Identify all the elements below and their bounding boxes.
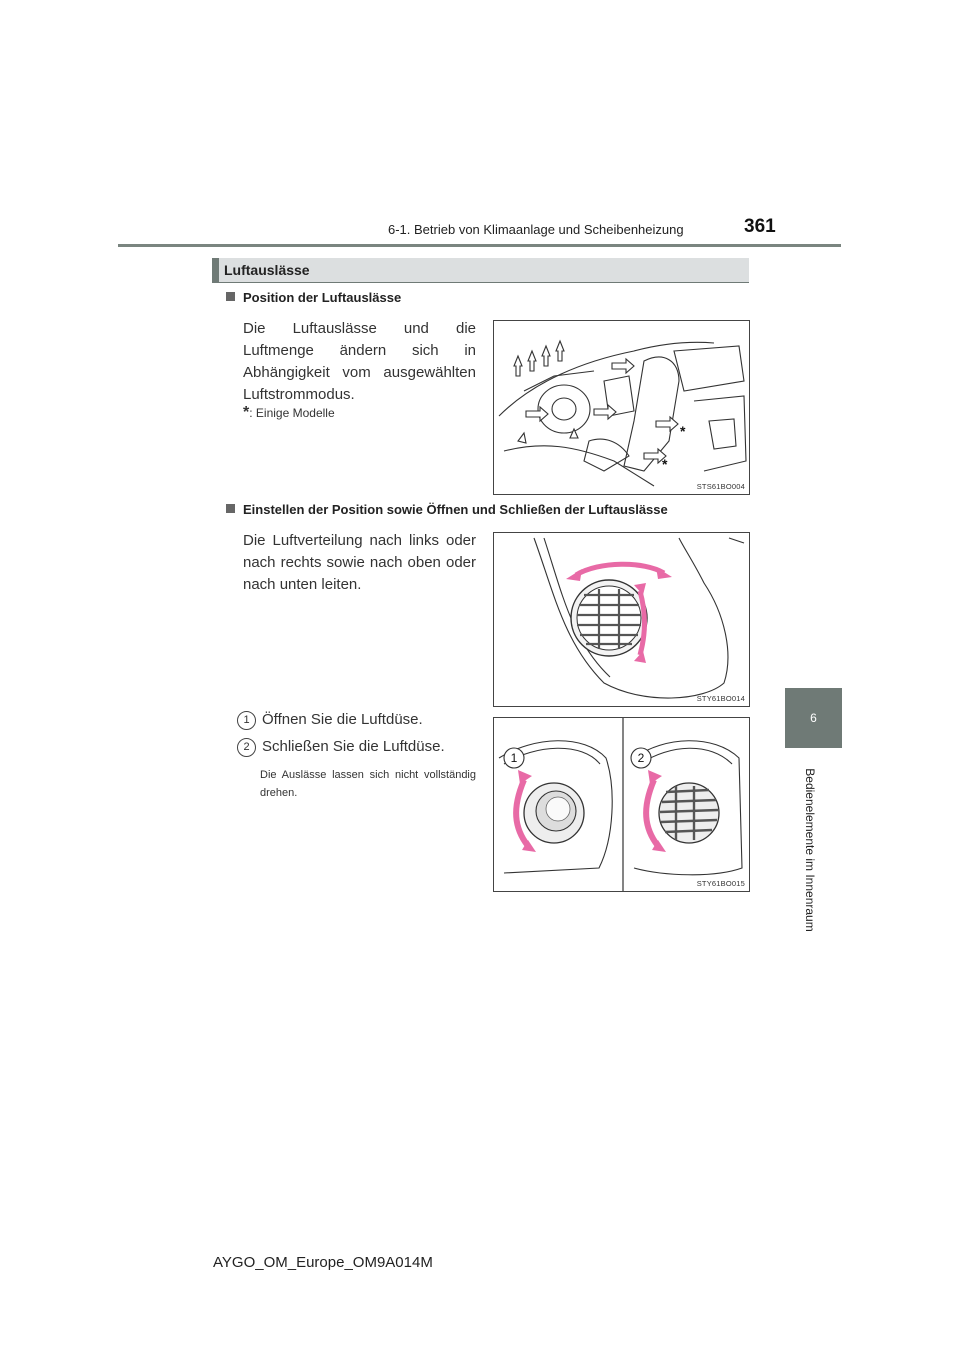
footer-doc-id: AYGO_OM_Europe_OM9A014M	[213, 1254, 433, 1271]
page-number: 361	[744, 216, 776, 237]
asterisk-label: *	[680, 423, 686, 439]
list-item-text: Öffnen Sie die Luftdüse.	[262, 711, 423, 728]
section-title: Luftauslässe	[224, 262, 310, 278]
step-number-badge: 1	[237, 711, 256, 730]
figure-vent-direction	[493, 532, 750, 707]
footnote-text: : Einige Modelle	[249, 406, 335, 420]
step-number-badge: 2	[237, 738, 256, 757]
paragraph-adjust: Die Luftverteilung nach links oder nach rechts sowie nach oben oder nach unten leiten.	[243, 532, 476, 593]
footnote-models	[243, 404, 335, 422]
figure-label-2: 2	[637, 751, 645, 765]
figure-label-1: 1	[510, 751, 518, 765]
header-rule	[118, 244, 841, 247]
chapter-side-label-text: Bedienelemente im Innenraum	[803, 768, 817, 932]
figure-code-1: STS61BO004	[696, 482, 745, 491]
subheading-position	[226, 290, 401, 305]
dashboard-illustration	[494, 321, 749, 494]
list-item-text: Schließen Sie die Luftdüse.	[262, 738, 445, 755]
vent-open-close-illustration	[494, 718, 749, 891]
list-item	[237, 711, 423, 730]
subheading-adjust-text: Einstellen der Position sowie Öffnen und Schließen der Luftauslässe	[243, 502, 668, 517]
subheading-adjust	[226, 502, 668, 517]
figure-vent-positions	[493, 320, 750, 495]
footnote-marker: *	[243, 404, 250, 421]
square-bullet-icon	[226, 504, 235, 513]
note-rotation: Die Auslässe lassen sich nicht vollständig drehen.	[260, 769, 476, 799]
figure-code-3: STY61BO015	[696, 879, 745, 888]
subheading-position-text: Position der Luftauslässe	[243, 290, 402, 305]
list-item	[237, 738, 445, 757]
chapter-tab-number: 6	[810, 711, 817, 725]
vent-direction-illustration	[494, 533, 749, 706]
chapter-title: 6-1. Betrieb von Klimaanlage und Scheibenheizung	[388, 222, 684, 237]
section-header-bar	[212, 258, 219, 282]
figure-vent-open-close	[493, 717, 750, 892]
chapter-tab	[785, 688, 842, 748]
figure-code-2: STY61BO014	[696, 694, 745, 703]
paragraph-position: Die Luftauslässe und die Luftmenge ändern sich in Abhängigkeit vom ausgewählten Luftstrommodus.	[243, 320, 476, 403]
asterisk-label: *	[662, 456, 668, 472]
chapter-side-label	[800, 760, 820, 940]
section-rule	[212, 282, 749, 283]
square-bullet-icon	[226, 292, 235, 301]
